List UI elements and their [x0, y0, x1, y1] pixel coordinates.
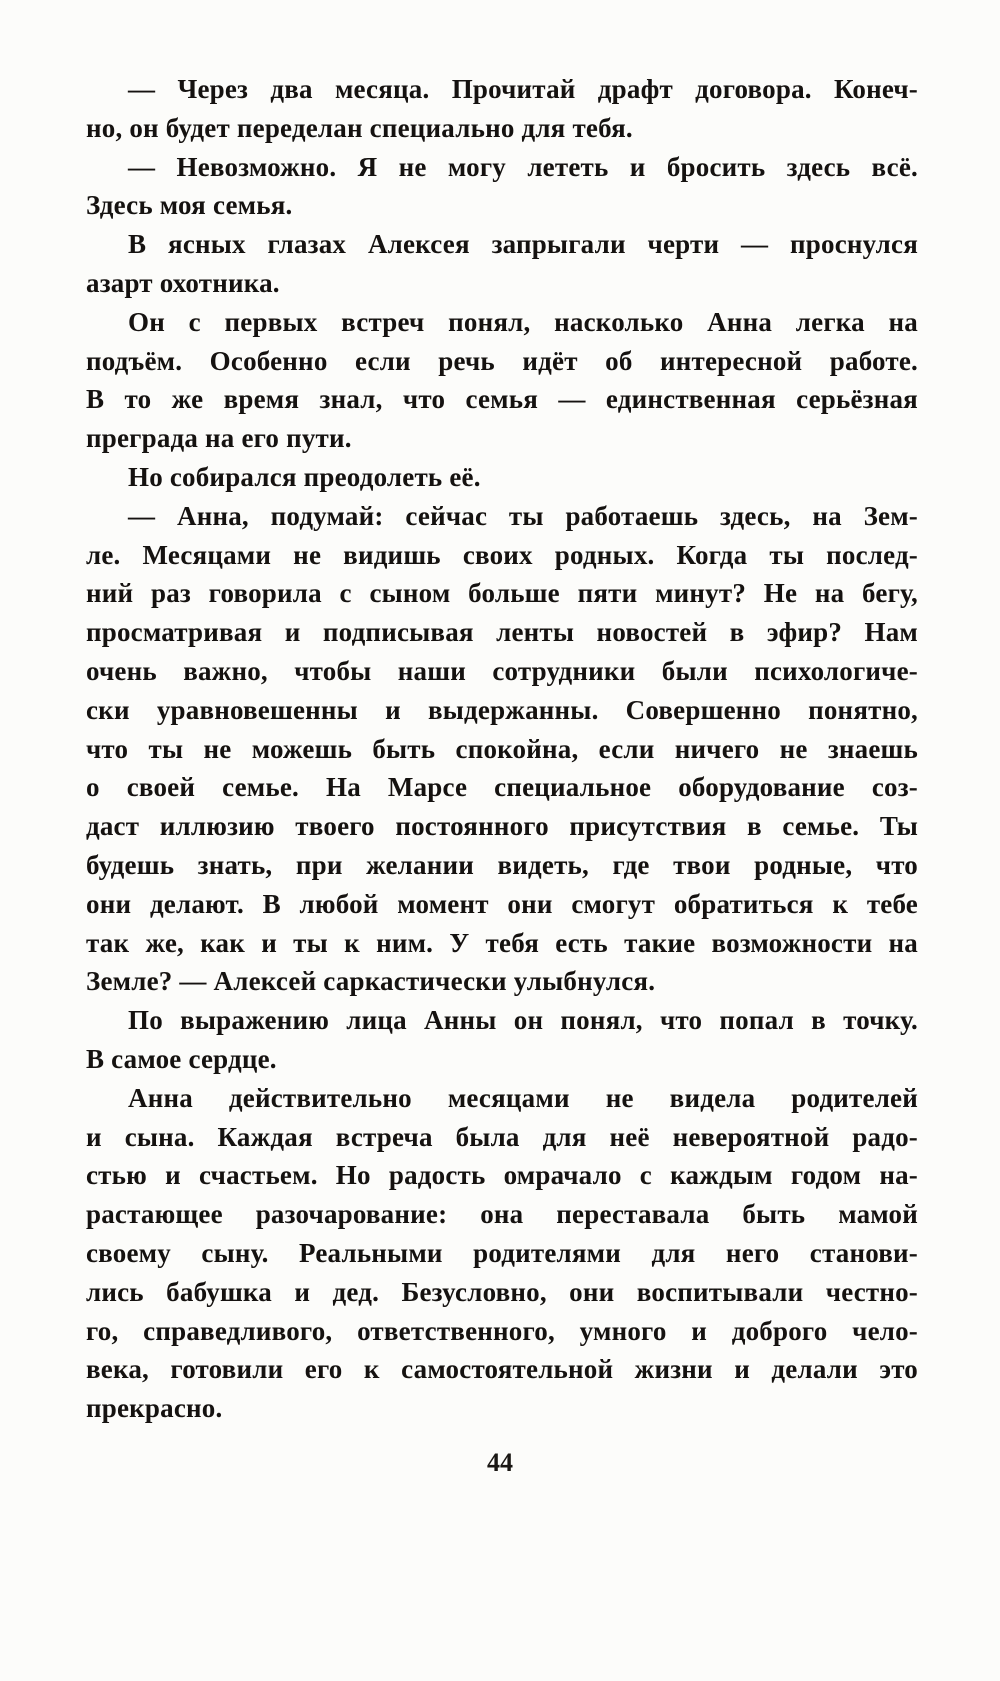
text-line: так же, как и ты к ним. У тебя есть такие возможности на — [86, 927, 918, 958]
text-line: но, он будет переделан специально для тебя. — [86, 112, 633, 143]
text-line: своему сыну. Реальными родителями для него станови- — [86, 1237, 918, 1268]
text-line: По выражению лица Анны он понял, что попал в точку. — [128, 1005, 918, 1036]
text-line: го, справедливого, ответственного, умного и доброго чело- — [86, 1315, 918, 1346]
text-line: В то же время знал, что семья — единственная серьёзная — [86, 384, 918, 415]
text-line: прекрасно. — [86, 1393, 223, 1424]
paragraph — [86, 225, 918, 303]
text-line: Анна действительно месяцами не видела родителей — [128, 1082, 918, 1113]
text-line: подъём. Особенно если речь идёт об интересной работе. — [86, 345, 918, 376]
text-line: — Невозможно. Я не могу лететь и бросить здесь всё. — [128, 151, 918, 182]
paragraph — [86, 303, 918, 458]
text-line: очень важно, чтобы наши сотрудники были психологиче- — [86, 655, 918, 686]
text-line: — Через два месяца. Прочитай драфт договора. Конеч- — [128, 74, 918, 104]
text-line: Земле? — Алексей саркастически улыбнулся. — [86, 966, 656, 997]
text-line: они делают. В любой момент они смогут обратиться к тебе — [86, 888, 918, 919]
text-line: стью и счастьем. Но радость омрачало с каждым годом на- — [86, 1160, 918, 1191]
text-line: растающее разочарование: она переставала быть мамой — [86, 1199, 918, 1230]
paragraph — [86, 70, 918, 148]
paragraph — [86, 458, 918, 497]
text-line: просматривая и подписывая ленты новостей в эфир? Нам — [86, 617, 918, 648]
text-line: В ясных глазах Алексея запрыгали черти — проснулся — [128, 229, 918, 260]
text-line: лись бабушка и дед. Безусловно, они воспитывали честно- — [86, 1276, 918, 1307]
text-line: Здесь моя семья. — [86, 190, 293, 221]
page-number: 44 — [487, 1448, 513, 1477]
text-line: даст иллюзию твоего постоянного присутствия в семье. Ты — [86, 811, 918, 842]
paragraph — [86, 1079, 918, 1428]
text-line: будешь знать, при желании видеть, где твои родные, что — [86, 849, 918, 880]
text-line: о своей семье. На Марсе специальное оборудование соз- — [86, 772, 918, 803]
text-line: ле. Месяцами не видишь своих родных. Когда ты послед- — [86, 539, 918, 570]
text-line: что ты не можешь быть спокойна, если ничего не знаешь — [86, 733, 918, 764]
text-line: Он с первых встреч понял, насколько Анна легка на — [128, 306, 918, 337]
text-line: века, готовили его к самостоятельной жизни и делали это — [86, 1354, 918, 1385]
text-block — [86, 70, 918, 1428]
text-line: Но собирался преодолеть её. — [128, 461, 481, 492]
text-line: ний раз говорила с сыном больше пяти минут? Не на бегу, — [86, 578, 918, 609]
paragraph — [86, 148, 918, 226]
text-line: преграда на его пути. — [86, 423, 352, 454]
text-line: В самое сердце. — [86, 1043, 277, 1074]
paragraph — [86, 497, 918, 1001]
text-line: азарт охотника. — [86, 267, 280, 298]
text-line: — Анна, подумай: сейчас ты работаешь здесь, на Зем- — [128, 500, 918, 531]
text-line: и сына. Каждая встреча была для неё невероятной радо- — [86, 1121, 918, 1152]
paragraph — [86, 1001, 918, 1079]
text-line: ски уравновешенны и выдержанны. Совершенно понятно, — [86, 694, 918, 725]
